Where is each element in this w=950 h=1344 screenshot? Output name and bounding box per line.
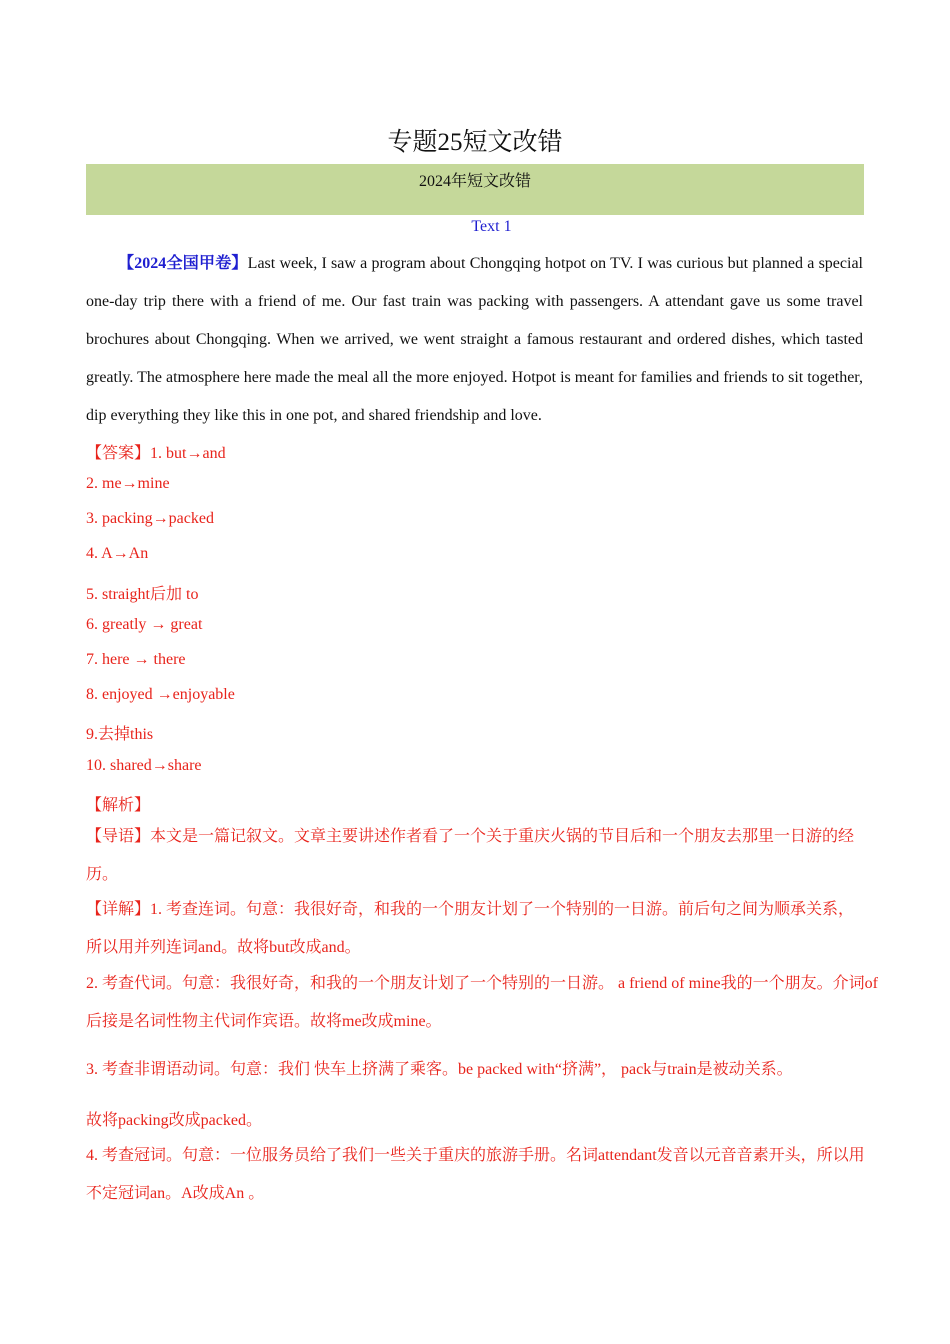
passage-source-tag: 【2024全国甲卷】: [118, 255, 248, 272]
section-heading: 2024年短文改错: [418, 173, 531, 190]
passage-paragraph: [86, 245, 863, 435]
page-title: 专题25短文改错: [387, 129, 563, 156]
analysis-label: 【解析】: [86, 797, 151, 814]
detail-paragraph: 【详解】1. 考查连词。句意：我很好奇，和我的一个朋友计划了一个特别的一日游。前后句之间为顺承关系，所以用并列连词and。故将but改成and。: [86, 901, 855, 956]
answer-label: 【答案】: [86, 445, 151, 462]
answer-item: 8. enjoyed →enjoyable: [86, 686, 235, 703]
passage-body: Last week, I saw a program about Chongqing hotpot on TV. I was curious but planned a special one-day trip there with a friend of me. Our fast train was packing with passengers. A attendant gave us some travel brochures about Chongqing. When we arrived, we went straight a famous restaurant and ordered dishes, which tasted greatly. The atmosphere here made the meal all the more enjoyed. Hotpot is meant for families and friends to sit together, dip everything they like this in one pot, and shared friendship and love.: [86, 255, 863, 424]
guide-paragraph: 【导语】本文是一篇记叙文。文章主要讲述作者看了一个关于重庆火锅的节目后和一个朋友去那里一日游的经历。: [86, 828, 855, 883]
text-label: Text 1: [471, 218, 512, 235]
answer-item: 10. shared→share: [86, 757, 202, 774]
detail-paragraph: 3. 考查非谓语动词。句意：我们 快车上挤满了乘客。be packed with“挤满”， pack与train是被动关系。: [86, 1061, 793, 1078]
answer-item: 6. greatly → great: [86, 616, 203, 633]
detail-paragraph: 2. 考查代词。句意：我很好奇，和我的一个朋友计划了一个特别的一日游。 a friend of mine我的一个朋友。介词of后接是名词性物主代词作宾语。故将me改成mine。: [86, 975, 878, 1030]
detail-paragraph: 4. 考查冠词。句意：一位服务员给了我们一些关于重庆的旅游手册。名词attendant发音以元音音素开头，所以用不定冠词an。A改成An 。: [86, 1147, 865, 1202]
detail-paragraph: 故将packing改成packed。: [86, 1112, 262, 1129]
answer-item: 3. packing→packed: [86, 510, 214, 527]
answer-item: 2. me→mine: [86, 475, 170, 492]
answer-item: 9.去掉this: [86, 726, 154, 743]
section-header-band: [86, 164, 864, 215]
answer-item: 5. straight后加 to: [86, 586, 199, 603]
answer-item: 4. A→An: [86, 545, 149, 562]
answer-line-1: [86, 440, 226, 463]
answer-item: 7. here → there: [86, 651, 186, 668]
answer-item: 1. but→and: [150, 445, 226, 462]
